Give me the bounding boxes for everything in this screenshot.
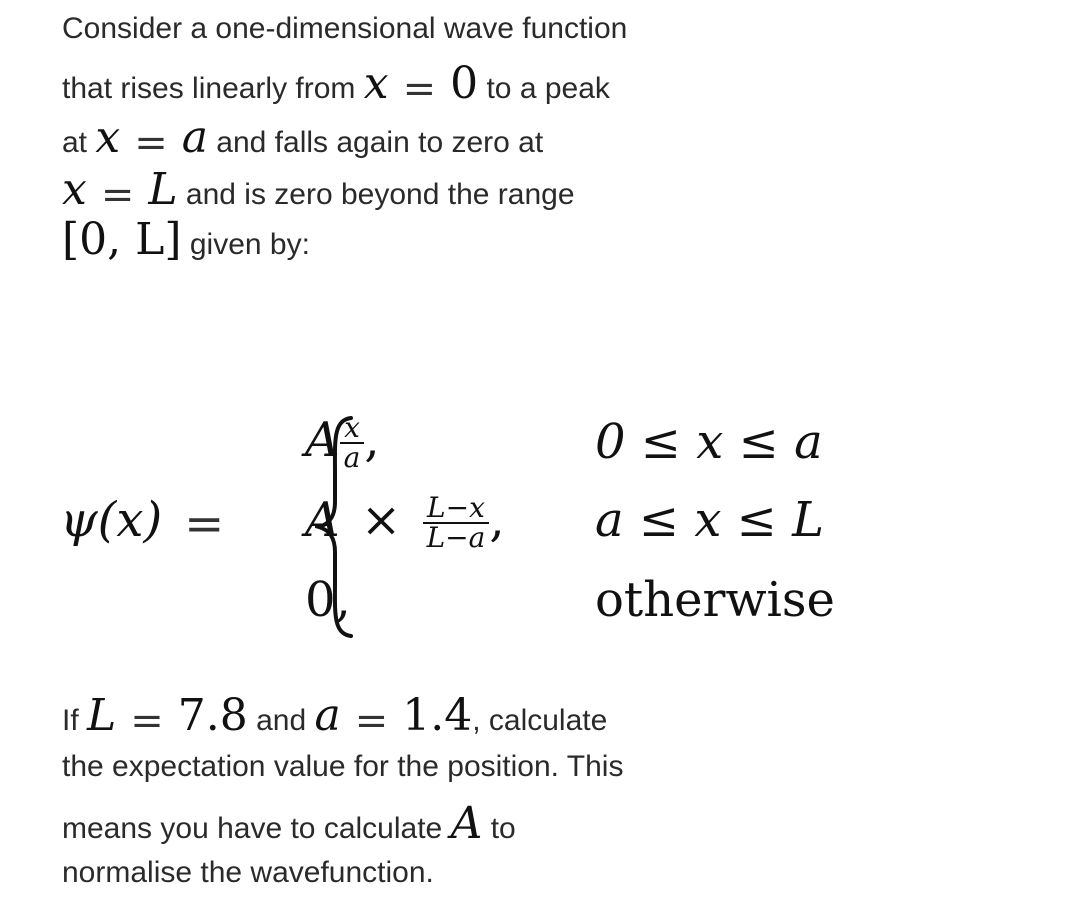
case-row-3 xyxy=(305,572,351,628)
math-range: [0, L] xyxy=(62,214,182,265)
condition-2: a ≤ x ≤ L xyxy=(595,492,825,548)
comma: , xyxy=(364,412,380,468)
intro-text: given by: xyxy=(189,228,310,261)
times-symbol: × xyxy=(361,492,402,548)
math-x: x xyxy=(363,58,389,109)
psi-of-x: ψ(x) xyxy=(60,492,163,548)
question-text: the expectation value for the position. This xyxy=(62,750,624,783)
zero-value: 0, xyxy=(305,572,351,628)
intro-text: and falls again to zero at xyxy=(216,126,544,159)
question-text: to xyxy=(490,812,516,845)
question-text: and xyxy=(256,704,307,737)
question-line-1 xyxy=(62,690,607,744)
math-A: A xyxy=(305,492,340,548)
math-equals: = xyxy=(100,172,135,218)
question-line-4 xyxy=(62,856,434,890)
intro-line-1 xyxy=(62,12,627,46)
intro-text: at xyxy=(62,126,88,159)
math-equals: = xyxy=(134,120,168,166)
math-equals: = xyxy=(402,66,437,112)
math-A: A xyxy=(305,412,340,468)
math-x: x xyxy=(95,112,121,163)
math-x: x xyxy=(62,164,87,215)
condition-1: 0 ≤ x ≤ a xyxy=(595,414,823,470)
math-equals: = xyxy=(184,496,225,552)
case-row-2 xyxy=(305,491,505,555)
intro-text: that rises linearly from xyxy=(62,72,356,105)
math-L: L xyxy=(87,690,117,741)
equation-lhs xyxy=(60,492,246,552)
question-text: If xyxy=(62,704,79,737)
comma: , xyxy=(489,492,505,548)
math-L: L xyxy=(148,164,178,215)
question-text: means you have to calculate xyxy=(62,812,443,845)
case-row-1 xyxy=(305,411,380,475)
math-a: a xyxy=(181,112,208,163)
question-text: , calculate xyxy=(472,704,608,737)
math-a: a xyxy=(314,690,341,741)
value-a: 1.4 xyxy=(402,690,473,741)
math-equals: = xyxy=(354,698,389,744)
intro-line-3 xyxy=(62,112,543,166)
intro-text: and is zero beyond the range xyxy=(185,178,575,211)
piecewise-equation xyxy=(60,410,960,640)
value-L: 7.8 xyxy=(177,690,248,741)
intro-line-2 xyxy=(62,58,610,112)
question-text: normalise the wavefunction. xyxy=(62,856,434,889)
condition-3: otherwise xyxy=(595,572,835,628)
math-zero: 0 xyxy=(450,58,479,109)
question-line-2 xyxy=(62,750,623,784)
intro-text: Consider a one-dimensional wave function xyxy=(62,12,628,45)
question-line-3 xyxy=(62,798,516,849)
fraction-x-over-a: $\frac{x}{a}$ xyxy=(340,414,365,472)
intro-line-4 xyxy=(62,164,575,218)
fraction-L-minus-x-over-L-minus-a: $\frac{L-x}{L-a}$ xyxy=(423,494,490,552)
math-equals: = xyxy=(130,698,164,744)
intro-text: to a peak xyxy=(486,72,610,105)
intro-line-5 xyxy=(62,214,310,265)
math-A: A xyxy=(450,798,483,849)
